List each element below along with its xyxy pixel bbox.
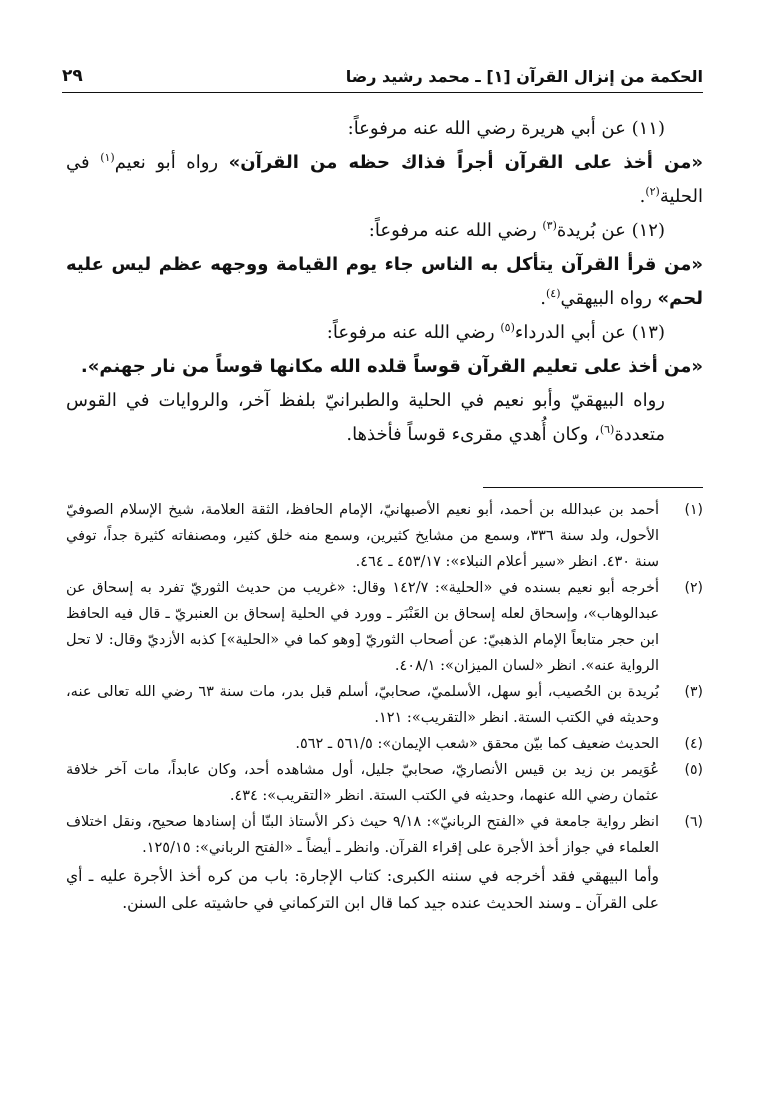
footnote-number: (٦) (684, 814, 703, 830)
footnote-ref-3: (٣) (542, 219, 557, 232)
footnote-ref-6: (٦) (599, 423, 615, 436)
hadith-13-quote: «من أخذ على تعليم القرآن قوساً قلده الله مكانها قوساً من نار جهنم». (80, 356, 703, 377)
footnote-number: (٤) (684, 736, 703, 752)
hadith-13-text (66, 350, 703, 384)
hadith-11-source: في الحلية (66, 152, 703, 207)
footnote-text: أحمد بن عبدالله بن أحمد، أبو نعيم الأصبهانيّ، الإمام الحافظ، الثقة العلامة، شيخ الإسلام الصوفيّ الأحول، ولد سنة ٣٣٦، وسمع من مشايخ كثيرين، وسمع منه خلق كثير، ومصنفاته كثيرة جداً، توفي سنة ٤٣٠. انظر «سير أعلام النبلاء»: ٤٥٣/١٧ ـ ٤٦٤. (66, 502, 660, 570)
hadith-11-intro (66, 112, 703, 146)
footnote-number: (٢) (684, 580, 703, 596)
hadith-12-intro-start: (١٢) عن بُريدة (556, 220, 665, 241)
footnote-text: انظر رواية جامعة في «الفتح الربانيّ»: ٩/١٨ حيث ذكر الأستاذ البنّا أن إسنادها صحيح، ونقل اختلاف العلماء في جواز أخذ الأجرة على إقراء القرآن. وانظر ـ أيضاً ـ «الفتح الرباني»: ١٢٥/١٥. (66, 814, 659, 856)
footnote (66, 575, 703, 679)
footnote-continuation: وأما البيهقي فقد أخرجه في سننه الكبرى: كتاب الإجارة: باب من كره أخذ الأجرة عليه ـ أي على القرآن ـ وسند الحديث عنده جيد كما قال ابن التركماني في حاشيته على السنن. (66, 867, 659, 912)
footnote (66, 679, 703, 731)
period: . (639, 186, 646, 207)
hadith-13-commentary-start: رواه البيهقيّ وأبو نعيم في الحلية والطبرانيّ بلفظ آخر، والروايات في القوس متعددة (66, 390, 665, 445)
hadith-11-narrator: رواه أبو نعيم (114, 152, 229, 173)
footnote (66, 809, 703, 861)
page-number: ٢٩ (62, 66, 83, 86)
footnote (66, 731, 703, 757)
hadith-12-intro-end: رضي الله عنه مرفوعاً: (368, 220, 543, 241)
footnote-text: بُريدة بن الحُصيب، أبو سهل، الأسلميّ، صحابيّ، أسلم قبل بدر، مات سنة ٦٣ رضي الله تعالى عنه، وحديثه في الكتب الستة. انظر «التقريب»: ١٢١. (66, 684, 659, 726)
period: . (540, 288, 546, 309)
footnote-ref-5: (٥) (500, 321, 515, 334)
footnote-ref-2: (٢) (645, 185, 660, 198)
hadith-12-text (66, 248, 703, 316)
footnote-text: الحديث ضعيف كما بيّن محقق «شعب الإيمان»: ٥٦١/٥ ـ ٥٦٢. (295, 736, 659, 752)
hadith-13-commentary-end: ، وكان أُهدي مقرىء قوساً فأخذها. (346, 424, 600, 445)
footnote (66, 757, 703, 809)
footnote-number: (٣) (684, 684, 703, 700)
hadith-11-quote: «من أخذ على القرآن أجراً فذاك حظه من القرآن» (228, 152, 703, 173)
footnote-ref-1: (١) (100, 151, 115, 164)
hadith-12-narrator: رواه البيهقي (560, 288, 658, 309)
hadith-13-intro-end: رضي الله عنه مرفوعاً: (326, 322, 501, 343)
hadith-11-intro-text: (١١) عن أبي هريرة رضي الله عنه مرفوعاً: (347, 118, 665, 139)
hadith-12-intro (66, 214, 703, 248)
footnote (66, 497, 703, 575)
footnote-number: (٥) (684, 762, 703, 778)
main-text (66, 112, 703, 452)
footnote-text: عُوَيمر بن زيد بن قيس الأنصاريّ، صحابيّ جليل، أول مشاهده أحد، وكان عابداً، مات آخر خلافة عثمان رضي الله عنهما، وحديثه في الكتب الستة. انظر «التقريب»: ٤٣٤. (66, 762, 659, 804)
hadith-12-quote: «من قرأ القرآن يتأكل به الناس جاء يوم القيامة ووجهه عظم ليس عليه لحم» (66, 254, 703, 309)
footnote-separator (483, 487, 703, 488)
running-title: الحكمة من إنزال القرآن [١] ـ محمد رشيد رضا (345, 67, 703, 86)
page-header (62, 56, 703, 93)
footnote-ref-4: (٤) (545, 287, 561, 300)
hadith-13-intro-start: (١٣) عن أبي الدرداء (514, 322, 665, 343)
footnote-number: (١) (684, 502, 703, 518)
footnote-text: أخرجه أبو نعيم بسنده في «الحلية»: ١٤٢/٧ وقال: «غريب من حديث الثوريّ تفرد به إسحاق عن عبدالوهاب»، وإسحاق لعله إسحاق بن العَنْبَر ـ وورد في الحلية إسحاق بن العنبريّ ـ قال فيه الحافظ ابن حجر متابعاً الإمام الذهبيّ: عن أصحاب الثوريّ [وهو كما في «الحلية»] كذبه الأزديّ وقال: لا تحل الرواية عنه». انظر «لسان الميزان»: ٤٠٨/١. (66, 580, 659, 674)
hadith-11-text (66, 146, 703, 214)
footnotes (66, 497, 703, 917)
hadith-13-commentary (66, 384, 703, 452)
hadith-13-intro (66, 316, 703, 350)
